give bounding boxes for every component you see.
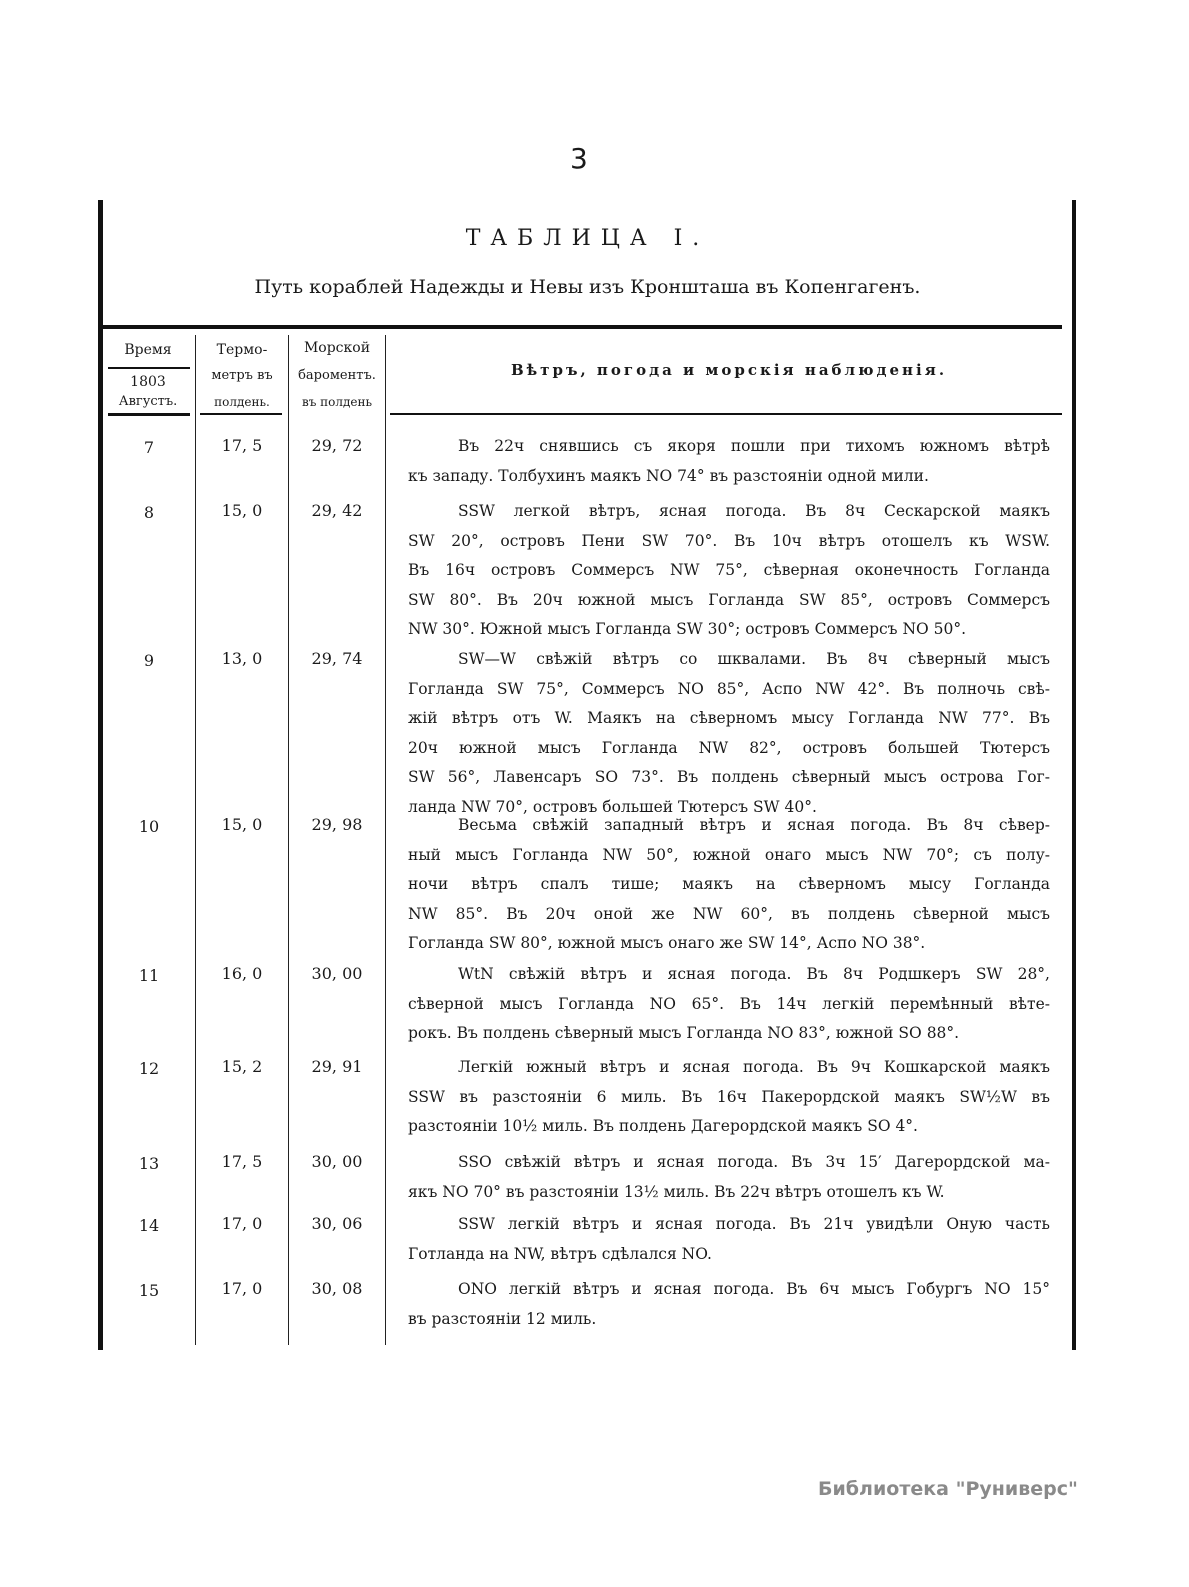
description-line: SSW въ разстояніи 6 миль. Въ 16ч Пакерордской маякъ SW½W въ — [408, 1087, 1050, 1106]
row-day: 15 — [138, 1281, 160, 1300]
row-description — [408, 1210, 1050, 1269]
row-description — [408, 1275, 1050, 1334]
description-line: ный мысъ Гогланда NW 50°, южной онаго мысъ NW 70°; съ полу- — [408, 845, 1050, 864]
table-right-border — [1072, 200, 1076, 1350]
description-line: Гогланда SW 80°, южной мысъ онаго же SW 14°, Аспо NO 38°. — [408, 934, 926, 952]
header-baro-3: въ полдень — [301, 395, 373, 409]
header-thermo-2: метръ въ — [211, 368, 273, 383]
description-line: SSO свѣжій вѣтръ и ясная погода. Въ 3ч 15′ Дагерордской ма- — [458, 1153, 1050, 1171]
row-day: 9 — [143, 651, 155, 670]
column-divider — [195, 335, 196, 1345]
library-watermark: Библиотека "Руниверс" — [818, 1478, 1078, 1500]
header-description: Вѣтръ, погода и морскія наблюденія. — [510, 361, 948, 379]
description-line: NW 85°. Въ 20ч оной же NW 60°, въ полдень сѣверной мысъ — [408, 904, 1050, 923]
header-bottom-rule — [390, 413, 1062, 415]
description-line: Гогланда SW 75°, Соммерсъ NO 85°, Аспо NW 42°. Въ полночь свѣ- — [408, 679, 1050, 698]
row-day: 12 — [138, 1059, 160, 1078]
header-thermo-3: полдень. — [214, 395, 270, 409]
row-barometer: 29, 91 — [311, 1057, 363, 1076]
header-time: Время — [124, 342, 172, 358]
header-month: Августъ. — [118, 394, 178, 409]
row-barometer: 30, 00 — [311, 1152, 363, 1171]
row-thermometer: 17, 5 — [221, 436, 263, 455]
description-line: ночи вѣтръ спалъ тише; маякъ на сѣверномъ мысу Гогланда — [408, 875, 1050, 893]
row-barometer: 30, 00 — [311, 964, 363, 983]
row-barometer: 30, 08 — [311, 1279, 363, 1298]
header-bottom-rule — [108, 413, 190, 416]
description-line: Въ 16ч островъ Соммерсъ NW 75°, сѣверная оконечность Гогланда — [408, 561, 1050, 579]
row-barometer: 30, 06 — [311, 1214, 363, 1233]
row-thermometer: 15, 0 — [221, 501, 263, 520]
row-day: 10 — [138, 817, 160, 836]
description-line: жій вѣтръ отъ W. Маякъ на сѣверномъ мысу Гогланда NW 77°. Въ — [408, 709, 1050, 727]
description-line: ланда NW 70°, островъ большей Тютерсъ SW 40°. — [408, 797, 817, 816]
row-thermometer: 15, 2 — [221, 1057, 263, 1076]
header-top-rule — [100, 325, 1062, 329]
row-thermometer: 17, 0 — [221, 1279, 263, 1298]
row-day: 11 — [138, 966, 160, 985]
column-divider — [385, 335, 386, 1345]
description-line: SW 20°, островъ Пени SW 70°. Въ 10ч вѣтръ отошелъ къ WSW. — [408, 531, 1050, 550]
description-line: рокъ. Въ полдень сѣверный мысъ Гогланда NO 83°, южной SO 88°. — [408, 1024, 960, 1042]
row-barometer: 29, 72 — [311, 436, 363, 455]
row-thermometer: 17, 5 — [221, 1152, 263, 1171]
description-line: разстояніи 10½ миль. Въ полдень Дагерордской маякъ SO 4°. — [408, 1117, 918, 1135]
header-thermo-1: Термо- — [216, 342, 268, 358]
description-line: SW—W свѣжій вѣтръ со шквалами. Въ 8ч сѣверный мысъ — [458, 650, 1050, 668]
header-baro-1: Морской — [303, 340, 371, 356]
row-thermometer: 17, 0 — [221, 1214, 263, 1233]
row-description — [408, 1053, 1050, 1142]
row-description — [408, 811, 1050, 959]
row-description — [408, 960, 1050, 1049]
row-day: 7 — [143, 438, 155, 457]
header-bottom-rule — [200, 413, 282, 415]
row-barometer: 29, 98 — [311, 815, 363, 834]
row-barometer: 29, 42 — [311, 501, 363, 520]
description-line: въ разстояніи 12 миль. — [408, 1309, 597, 1328]
row-day: 8 — [143, 503, 155, 522]
description-line: WtN свѣжій вѣтръ и ясная погода. Въ 8ч Родшкеръ SW 28°, — [458, 965, 1050, 983]
row-day: 13 — [138, 1154, 160, 1173]
row-thermometer: 15, 0 — [221, 815, 263, 834]
description-line: 20ч южной мысъ Гогланда NW 82°, островъ большей Тютерсъ — [408, 738, 1050, 757]
description-line: къ западу. Толбухинъ маякъ NO 74° въ разстояніи одной мили. — [408, 466, 929, 485]
row-description — [408, 497, 1050, 645]
header-year: 1803 — [130, 374, 166, 390]
row-thermometer: 16, 0 — [221, 964, 263, 983]
description-line: Готланда на NW, вѣтръ сдѣлался NO. — [408, 1244, 712, 1263]
header-baro-2: бароментъ. — [298, 368, 376, 383]
row-description — [408, 1148, 1050, 1207]
page-number: 3 — [570, 142, 588, 175]
row-description — [408, 432, 1050, 491]
row-thermometer: 13, 0 — [221, 649, 263, 668]
description-line: NW 30°. Южной мысъ Гогланда SW 30°; островъ Соммерсъ NO 50°. — [408, 620, 967, 638]
description-line: ONO легкій вѣтръ и ясная погода. Въ 6ч мысъ Гобургъ NO 15° — [458, 1280, 1050, 1298]
description-line: Весьма свѣжій западный вѣтръ и ясная погода. Въ 8ч сѣвер- — [458, 816, 1050, 834]
description-line: Легкій южный вѣтръ и ясная погода. Въ 9ч Кошкарской маякъ — [458, 1058, 1050, 1076]
row-day: 14 — [138, 1216, 160, 1235]
description-line: SSW легкой вѣтръ, ясная погода. Въ 8ч Сескарской маякъ — [458, 502, 1050, 520]
row-barometer: 29, 74 — [311, 649, 363, 668]
row-description — [408, 645, 1050, 822]
description-line: Въ 22ч снявшись съ якоря пошли при тихомъ южномъ вѣтрѣ — [458, 437, 1050, 455]
table-title: ТАБЛИЦА I. — [465, 226, 710, 251]
description-line: SW 80°. Въ 20ч южной мысъ Гогланда SW 85°, островъ Соммерсъ — [408, 590, 1050, 609]
description-line: сѣверной мысъ Гогланда NO 65°. Въ 14ч легкій перемѣнный вѣте- — [408, 994, 1050, 1013]
table-subtitle: Путь кораблей Надежды и Невы изъ Кроншташа въ Копенгагенъ. — [254, 276, 921, 298]
header-time-rule — [108, 367, 190, 369]
description-line: SSW легкій вѣтръ и ясная погода. Въ 21ч увидѣли Оную часть — [458, 1215, 1050, 1233]
description-line: якъ NO 70° въ разстояніи 13½ миль. Въ 22ч вѣтръ отошелъ къ W. — [408, 1182, 945, 1201]
description-line: SW 56°, Лавенсаръ SO 73°. Въ полдень сѣверный мысъ острова Гог- — [408, 768, 1050, 786]
column-divider — [288, 335, 289, 1345]
